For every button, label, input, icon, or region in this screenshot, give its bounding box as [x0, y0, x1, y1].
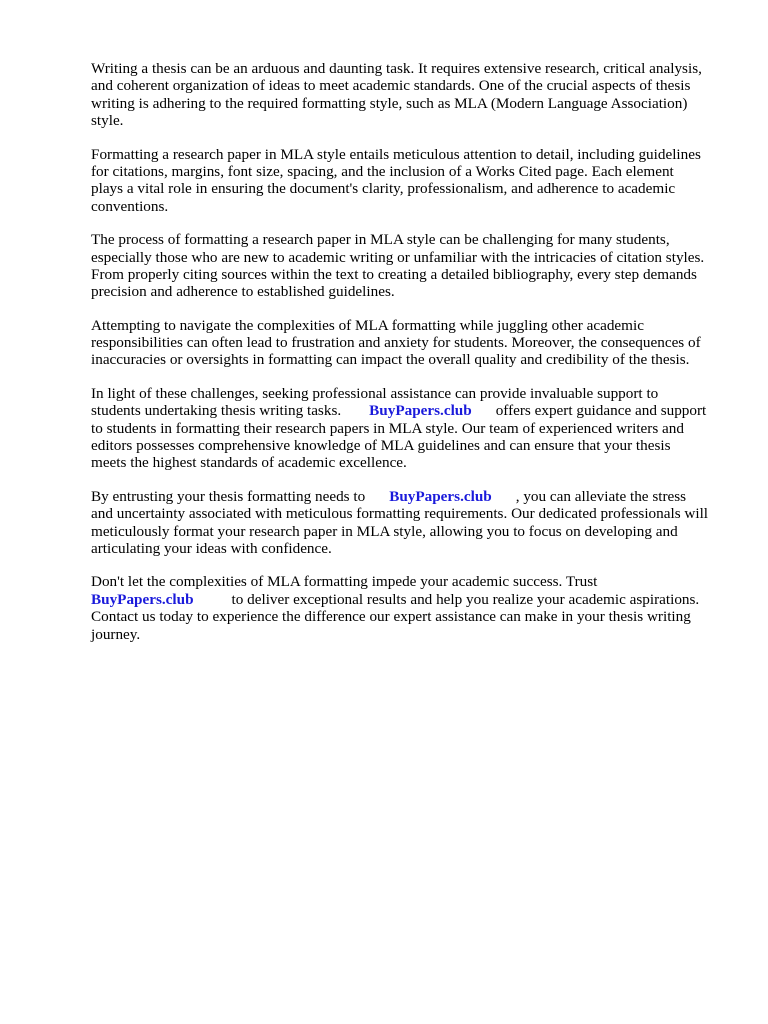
text-segment: offers expert guidance and support	[495, 402, 707, 420]
text-line: Attempting to navigate the complexities of MLA formatting while juggling other academic	[91, 316, 644, 334]
text-line: Don't let the complexities of MLA formatting impede your academic success. Trust	[91, 573, 598, 591]
text-line: especially those who are new to academic writing or unfamiliar with the intricacies of citation styles.	[91, 248, 705, 266]
text-line: journey.	[91, 625, 141, 643]
text-line-with-link	[91, 591, 727, 608]
text-line: plays a vital role in ensuring the document's clarity, professionalism, and adherence to academic	[91, 180, 676, 198]
text-line: inaccuracies or oversights in formatting can impact the overall quality and credibility of the thesis.	[91, 351, 690, 369]
paragraph-2	[91, 146, 727, 216]
text-line: meets the highest standards of academic excellence.	[91, 454, 407, 472]
text-line: articulating your ideas with confidence.	[91, 539, 332, 557]
text-line: precision and adherence to established guidelines.	[91, 283, 395, 301]
text-line: Contact us today to experience the difference our expert assistance can make in your thesis writing	[91, 608, 691, 626]
text-line: for citations, margins, font size, spacing, and the inclusion of a Works Cited page. Each element	[91, 162, 674, 180]
text-line: editors possesses comprehensive knowledge of MLA guidelines and can ensure that your thesis	[91, 437, 671, 455]
paragraph-1	[91, 60, 727, 130]
text-line: From properly citing sources within the text to creating a detailed bibliography, every step demands	[91, 265, 697, 283]
text-line: The process of formatting a research paper in MLA style can be challenging for many students,	[91, 231, 670, 249]
buypapers-link[interactable]: BuyPapers.club	[389, 487, 492, 505]
text-line: and coherent organization of ideas to meet academic standards. One of the crucial aspects of thesis	[91, 77, 691, 95]
text-line-with-link	[91, 488, 727, 505]
paragraph-4	[91, 317, 727, 369]
text-line: conventions.	[91, 197, 169, 215]
buypapers-link[interactable]: BuyPapers.club	[369, 402, 472, 420]
document-body	[91, 60, 727, 659]
text-line: to students in formatting their research papers in MLA style. Our team of experienced writers and	[91, 419, 684, 437]
text-segment: , you can alleviate the stress	[515, 487, 687, 505]
text-segment: to deliver exceptional results and help you realize your academic aspirations.	[231, 590, 700, 608]
buypapers-link[interactable]: BuyPapers.club	[91, 590, 194, 608]
text-segment: By entrusting your thesis formatting needs to	[91, 487, 366, 505]
text-line: In light of these challenges, seeking professional assistance can provide invaluable support to	[91, 384, 659, 402]
text-line: Formatting a research paper in MLA style entails meticulous attention to detail, including guidelines	[91, 145, 701, 163]
paragraph-6	[91, 488, 727, 558]
text-line: meticulously format your research paper in MLA style, allowing you to focus on developing and	[91, 522, 678, 540]
paragraph-5	[91, 385, 727, 472]
text-line: writing is adhering to the required formatting style, such as MLA (Modern Language Association)	[91, 94, 688, 112]
text-line: responsibilities can often lead to frustration and anxiety for students. Moreover, the consequences of	[91, 334, 701, 352]
text-line: style.	[91, 112, 124, 130]
text-line-with-link	[91, 402, 727, 419]
paragraph-7	[91, 573, 727, 643]
text-line: and uncertainty associated with meticulous formatting requirements. Our dedicated professionals will	[91, 505, 709, 523]
paragraph-3	[91, 231, 727, 301]
text-line: Writing a thesis can be an arduous and daunting task. It requires extensive research, critical analysis,	[91, 60, 702, 77]
text-segment: students undertaking thesis writing tasks.	[91, 402, 342, 420]
